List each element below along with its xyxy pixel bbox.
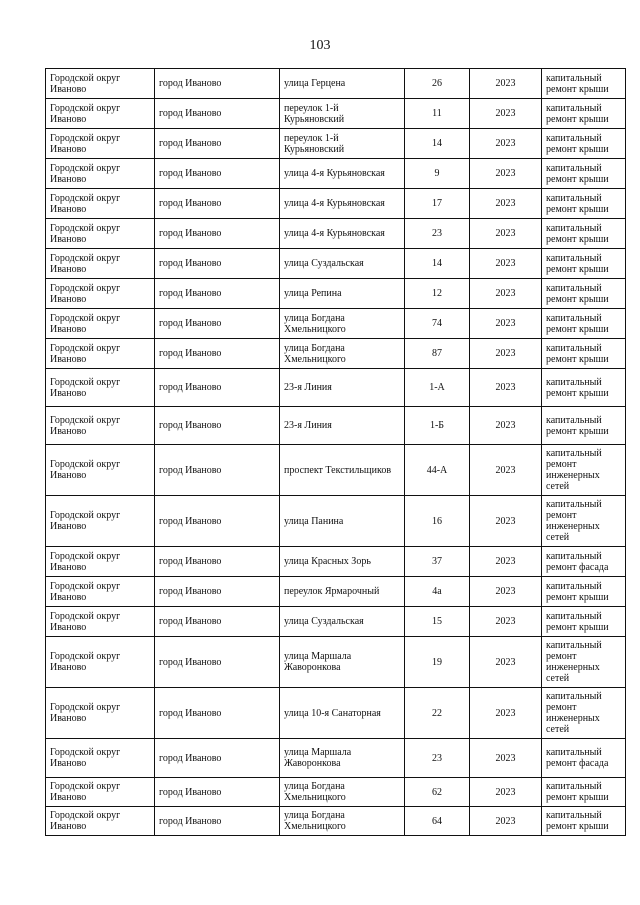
street-cell: улица Суздальская [280, 249, 405, 279]
region-cell: Городской округ Иваново [46, 445, 155, 496]
table-row [46, 279, 626, 309]
street-cell: улица Репина [280, 279, 405, 309]
table-row [46, 739, 626, 778]
year-cell: 2023 [470, 688, 542, 739]
region-cell: Городской округ Иваново [46, 159, 155, 189]
year-cell: 2023 [470, 219, 542, 249]
work-type-cell: капитальный ремонт инженерных сетей [542, 445, 626, 496]
street-cell: улица 4-я Курьяновская [280, 189, 405, 219]
region-cell: Городской округ Иваново [46, 219, 155, 249]
year-cell: 2023 [470, 407, 542, 445]
region-cell: Городской округ Иваново [46, 607, 155, 637]
house-cell: 4а [405, 577, 470, 607]
region-cell: Городской округ Иваново [46, 739, 155, 778]
work-type-cell: капитальный ремонт фасада [542, 739, 626, 778]
page-number: 103 [309, 38, 331, 53]
year-cell: 2023 [470, 189, 542, 219]
city-cell: город Иваново [155, 577, 280, 607]
house-cell: 14 [405, 129, 470, 159]
house-cell: 17 [405, 189, 470, 219]
work-type-cell: капитальный ремонт крыши [542, 129, 626, 159]
table-row [46, 249, 626, 279]
table-row [46, 407, 626, 445]
region-cell: Городской округ Иваново [46, 807, 155, 836]
work-type-cell: капитальный ремонт инженерных сетей [542, 637, 626, 688]
year-cell: 2023 [470, 309, 542, 339]
table-row [46, 778, 626, 807]
year-cell: 2023 [470, 547, 542, 577]
street-cell: переулок 1-й Курьяновский [280, 99, 405, 129]
year-cell: 2023 [470, 445, 542, 496]
work-type-cell: капитальный ремонт инженерных сетей [542, 496, 626, 547]
region-cell: Городской округ Иваново [46, 99, 155, 129]
year-cell: 2023 [470, 607, 542, 637]
city-cell: город Иваново [155, 279, 280, 309]
house-cell: 44-А [405, 445, 470, 496]
street-cell: улица Панина [280, 496, 405, 547]
work-type-cell: капитальный ремонт инженерных сетей [542, 688, 626, 739]
city-cell: город Иваново [155, 637, 280, 688]
table-row [46, 189, 626, 219]
work-type-cell: капитальный ремонт крыши [542, 339, 626, 369]
region-cell: Городской округ Иваново [46, 637, 155, 688]
region-cell: Городской округ Иваново [46, 279, 155, 309]
house-cell: 64 [405, 807, 470, 836]
street-cell: улица Богдана Хмельницкого [280, 778, 405, 807]
city-cell: город Иваново [155, 189, 280, 219]
table-row [46, 99, 626, 129]
year-cell: 2023 [470, 129, 542, 159]
work-type-cell: капитальный ремонт крыши [542, 99, 626, 129]
table-row [46, 688, 626, 739]
work-type-cell: капитальный ремонт крыши [542, 577, 626, 607]
house-cell: 1-Б [405, 407, 470, 445]
region-cell: Городской округ Иваново [46, 407, 155, 445]
house-cell: 1-А [405, 369, 470, 407]
street-cell: 23-я Линия [280, 369, 405, 407]
table-row [46, 369, 626, 407]
city-cell: город Иваново [155, 249, 280, 279]
table-row [46, 129, 626, 159]
house-cell: 23 [405, 739, 470, 778]
region-cell: Городской округ Иваново [46, 129, 155, 159]
street-cell: улица Богдана Хмельницкого [280, 309, 405, 339]
table-row [46, 607, 626, 637]
city-cell: город Иваново [155, 159, 280, 189]
region-cell: Городской округ Иваново [46, 577, 155, 607]
year-cell: 2023 [470, 807, 542, 836]
work-type-cell: капитальный ремонт крыши [542, 607, 626, 637]
house-cell: 12 [405, 279, 470, 309]
house-cell: 16 [405, 496, 470, 547]
region-cell: Городской округ Иваново [46, 688, 155, 739]
year-cell: 2023 [470, 637, 542, 688]
year-cell: 2023 [470, 99, 542, 129]
house-cell: 37 [405, 547, 470, 577]
region-cell: Городской округ Иваново [46, 778, 155, 807]
work-type-cell: капитальный ремонт крыши [542, 189, 626, 219]
city-cell: город Иваново [155, 339, 280, 369]
year-cell: 2023 [470, 339, 542, 369]
region-cell: Городской округ Иваново [46, 339, 155, 369]
work-type-cell: капитальный ремонт крыши [542, 369, 626, 407]
city-cell: город Иваново [155, 99, 280, 129]
table-row [46, 339, 626, 369]
street-cell: улица Богдана Хмельницкого [280, 339, 405, 369]
house-cell: 23 [405, 219, 470, 249]
table-row [46, 445, 626, 496]
work-type-cell: капитальный ремонт крыши [542, 807, 626, 836]
region-cell: Городской округ Иваново [46, 69, 155, 99]
city-cell: город Иваново [155, 69, 280, 99]
street-cell: улица Суздальская [280, 607, 405, 637]
work-type-cell: капитальный ремонт крыши [542, 69, 626, 99]
house-cell: 87 [405, 339, 470, 369]
region-cell: Городской округ Иваново [46, 309, 155, 339]
region-cell: Городской округ Иваново [46, 369, 155, 407]
year-cell: 2023 [470, 249, 542, 279]
street-cell: переулок 1-й Курьяновский [280, 129, 405, 159]
street-cell: улица Красных Зорь [280, 547, 405, 577]
city-cell: город Иваново [155, 129, 280, 159]
table-row [46, 637, 626, 688]
city-cell: город Иваново [155, 309, 280, 339]
city-cell: город Иваново [155, 496, 280, 547]
street-cell: улица Маршала Жаворонкова [280, 739, 405, 778]
year-cell: 2023 [470, 369, 542, 407]
street-cell: переулок Ярмарочный [280, 577, 405, 607]
street-cell: улица 10-я Санаторная [280, 688, 405, 739]
street-cell: 23-я Линия [280, 407, 405, 445]
work-type-cell: капитальный ремонт крыши [542, 407, 626, 445]
year-cell: 2023 [470, 577, 542, 607]
house-cell: 62 [405, 778, 470, 807]
table-row [46, 219, 626, 249]
table-row [46, 547, 626, 577]
work-type-cell: капитальный ремонт крыши [542, 219, 626, 249]
region-cell: Городской округ Иваново [46, 547, 155, 577]
work-type-cell: капитальный ремонт крыши [542, 309, 626, 339]
house-cell: 26 [405, 69, 470, 99]
year-cell: 2023 [470, 496, 542, 547]
street-cell: улица Богдана Хмельницкого [280, 807, 405, 836]
city-cell: город Иваново [155, 778, 280, 807]
work-type-cell: капитальный ремонт крыши [542, 778, 626, 807]
city-cell: город Иваново [155, 688, 280, 739]
city-cell: город Иваново [155, 219, 280, 249]
table-row [46, 69, 626, 99]
street-cell: проспект Текстильщиков [280, 445, 405, 496]
year-cell: 2023 [470, 69, 542, 99]
city-cell: город Иваново [155, 445, 280, 496]
region-cell: Городской округ Иваново [46, 249, 155, 279]
street-cell: улица Маршала Жаворонкова [280, 637, 405, 688]
year-cell: 2023 [470, 159, 542, 189]
work-type-cell: капитальный ремонт крыши [542, 279, 626, 309]
table-row [46, 496, 626, 547]
table-row [46, 807, 626, 836]
house-cell: 14 [405, 249, 470, 279]
street-cell: улица 4-я Курьяновская [280, 219, 405, 249]
house-cell: 11 [405, 99, 470, 129]
work-type-cell: капитальный ремонт крыши [542, 249, 626, 279]
work-type-cell: капитальный ремонт крыши [542, 159, 626, 189]
year-cell: 2023 [470, 739, 542, 778]
city-cell: город Иваново [155, 739, 280, 778]
city-cell: город Иваново [155, 547, 280, 577]
street-cell: улица Герцена [280, 69, 405, 99]
year-cell: 2023 [470, 279, 542, 309]
work-type-cell: капитальный ремонт фасада [542, 547, 626, 577]
house-cell: 22 [405, 688, 470, 739]
street-cell: улица 4-я Курьяновская [280, 159, 405, 189]
table-row [46, 159, 626, 189]
house-cell: 9 [405, 159, 470, 189]
repair-schedule-table [45, 68, 626, 836]
house-cell: 74 [405, 309, 470, 339]
region-cell: Городской округ Иваново [46, 189, 155, 219]
city-cell: город Иваново [155, 369, 280, 407]
city-cell: город Иваново [155, 607, 280, 637]
table-row [46, 309, 626, 339]
city-cell: город Иваново [155, 807, 280, 836]
region-cell: Городской округ Иваново [46, 496, 155, 547]
city-cell: город Иваново [155, 407, 280, 445]
table-row [46, 577, 626, 607]
house-cell: 19 [405, 637, 470, 688]
year-cell: 2023 [470, 778, 542, 807]
house-cell: 15 [405, 607, 470, 637]
